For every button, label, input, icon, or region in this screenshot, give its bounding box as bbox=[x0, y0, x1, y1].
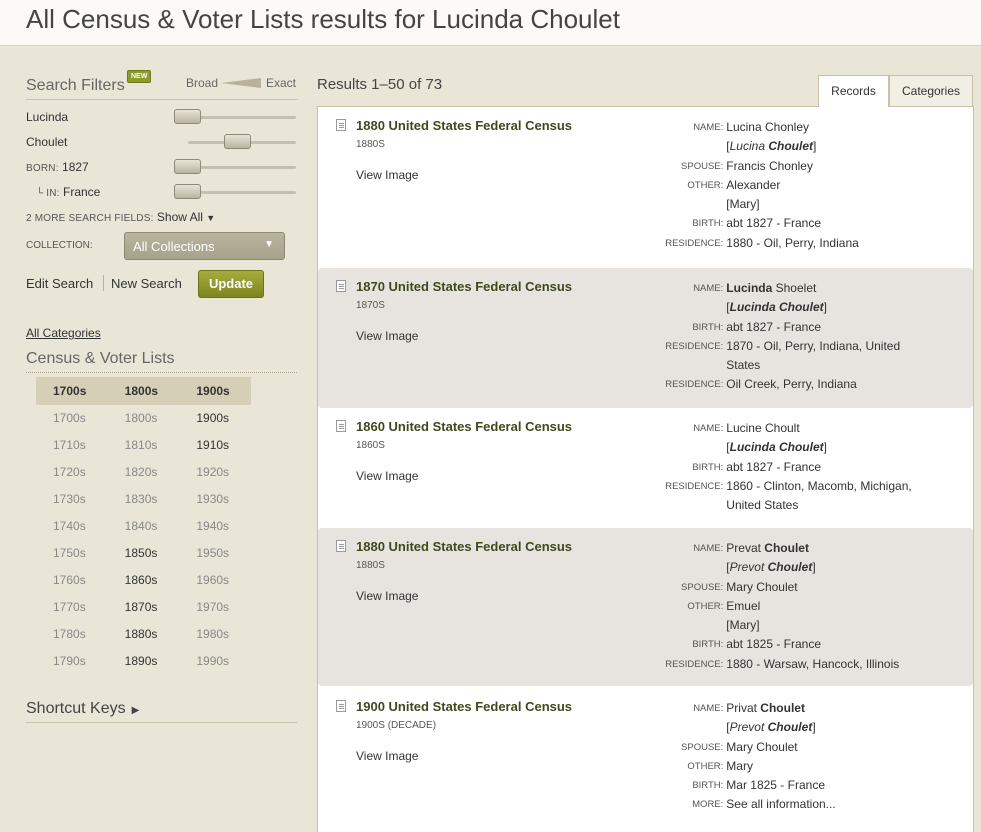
collection-value: All Collections bbox=[133, 239, 215, 254]
field-value-part: Choulet bbox=[768, 139, 813, 154]
decade-cell: 1740s bbox=[53, 519, 86, 533]
filter-prefix: └ IN: bbox=[36, 188, 60, 199]
filter-row bbox=[26, 156, 298, 181]
field-value bbox=[726, 699, 928, 718]
show-all-arrow-icon: ▼ bbox=[206, 213, 216, 223]
more-search-fields bbox=[26, 210, 215, 224]
field-row bbox=[618, 356, 928, 375]
field-value-part: States bbox=[726, 358, 761, 373]
decade-cell: 1730s bbox=[53, 492, 86, 506]
field-value bbox=[726, 757, 928, 776]
field-label: RESIDENCE: bbox=[665, 379, 724, 391]
field-row bbox=[618, 176, 928, 195]
record-title-link[interactable]: 1860 United States Federal Census bbox=[356, 419, 573, 434]
field-value-part: Lucinda bbox=[726, 281, 773, 295]
record-row bbox=[318, 268, 973, 408]
field-value bbox=[726, 234, 928, 253]
filter-row bbox=[26, 181, 298, 206]
field-label bbox=[618, 496, 726, 515]
slider-knob[interactable] bbox=[224, 134, 251, 149]
field-label bbox=[618, 558, 726, 577]
document-icon bbox=[336, 420, 346, 432]
field-label: SPOUSE: bbox=[681, 581, 724, 593]
view-image-link[interactable]: View Image bbox=[356, 749, 419, 763]
field-value-part: Lucinda Choulet bbox=[729, 300, 824, 315]
search-actions bbox=[26, 270, 298, 300]
view-image-link[interactable]: View Image bbox=[356, 168, 419, 182]
field-row bbox=[618, 795, 928, 814]
decade-cell: 1930s bbox=[196, 492, 230, 506]
tab-records[interactable]: Records bbox=[818, 75, 889, 107]
field-value-part: abt 1827 - France bbox=[726, 216, 822, 231]
dropdown-arrow-icon: ▼ bbox=[264, 239, 274, 250]
decade-row bbox=[36, 621, 251, 648]
field-label: BIRTH: bbox=[692, 780, 724, 792]
field-label: RESIDENCE: bbox=[665, 340, 724, 352]
decade-cell[interactable]: 1850s bbox=[124, 546, 158, 560]
field-value-part: Mary bbox=[726, 758, 753, 773]
field-label: OTHER: bbox=[687, 600, 724, 612]
field-row bbox=[618, 496, 928, 515]
field-value-part: Mar 1825 - France bbox=[726, 778, 825, 793]
decade-row bbox=[36, 540, 251, 567]
field-value bbox=[726, 356, 928, 375]
field-label: BIRTH: bbox=[692, 321, 724, 333]
field-row bbox=[618, 137, 928, 156]
field-value bbox=[726, 118, 928, 137]
decade-cell: 1950s bbox=[196, 546, 230, 560]
decade-cell: 1960s bbox=[196, 573, 230, 587]
decade-cell: 1710s bbox=[53, 438, 86, 452]
slider-knob[interactable] bbox=[174, 184, 201, 199]
decade-grid bbox=[36, 377, 251, 675]
field-label bbox=[618, 438, 726, 457]
decade-cell[interactable]: 1860s bbox=[124, 573, 158, 587]
field-value-part: Choulet bbox=[767, 720, 813, 735]
field-row bbox=[618, 578, 928, 597]
decade-row bbox=[36, 486, 251, 513]
field-value bbox=[726, 616, 928, 635]
collection-label: COLLECTION: bbox=[26, 240, 93, 251]
field-row bbox=[618, 635, 928, 654]
field-row bbox=[618, 757, 928, 776]
sidebar bbox=[26, 60, 298, 717]
century-tab[interactable]: 1700s bbox=[53, 384, 87, 398]
field-value-part: ] bbox=[812, 560, 816, 575]
field-value bbox=[726, 214, 928, 233]
field-row bbox=[618, 318, 928, 337]
field-label: BIRTH: bbox=[692, 639, 724, 651]
field-value bbox=[726, 137, 928, 156]
field-value-part: [ bbox=[726, 560, 730, 575]
field-value-part: [ bbox=[726, 720, 730, 735]
filter-label bbox=[26, 135, 67, 149]
filter-label bbox=[26, 160, 89, 174]
field-value-part: [Mary] bbox=[726, 197, 760, 212]
triangle-right-icon: ▶ bbox=[131, 705, 140, 716]
field-value-part: ] bbox=[813, 139, 817, 154]
field-row bbox=[618, 438, 928, 457]
search-filters-header bbox=[26, 60, 298, 100]
collection-select[interactable] bbox=[124, 232, 285, 260]
field-value-part: Oil Creek, Perry, Indiana bbox=[726, 377, 857, 392]
record-title-link[interactable]: 1900 United States Federal Census bbox=[356, 699, 573, 714]
field-value-part: [ bbox=[726, 440, 730, 455]
tab-categories[interactable]: Categories bbox=[889, 75, 973, 106]
divider bbox=[103, 275, 104, 291]
field-value bbox=[726, 337, 928, 356]
filter-row bbox=[26, 131, 298, 156]
field-row bbox=[618, 337, 928, 356]
field-value-part: Mary Choulet bbox=[726, 739, 798, 754]
view-image-link[interactable]: View Image bbox=[356, 469, 419, 483]
field-value-part: Alexander bbox=[726, 177, 781, 192]
field-row bbox=[618, 699, 928, 718]
document-icon bbox=[336, 119, 346, 131]
document-icon bbox=[336, 280, 346, 292]
document-icon bbox=[336, 540, 346, 552]
field-row bbox=[618, 539, 928, 558]
decade-cell: 1810s bbox=[124, 438, 158, 452]
field-value-part: See all information... bbox=[726, 797, 836, 812]
filter-list bbox=[26, 106, 298, 206]
field-label: RESIDENCE: bbox=[665, 480, 724, 492]
field-label bbox=[618, 718, 726, 737]
page-header bbox=[0, 0, 981, 46]
decade-cell: 1700s bbox=[53, 411, 86, 425]
field-value-part: ] bbox=[823, 440, 827, 455]
field-value-part: abt 1825 - France bbox=[726, 637, 822, 652]
decade-cell[interactable]: 1890s bbox=[124, 654, 158, 668]
field-value-part: Emuel bbox=[726, 598, 761, 613]
broad-exact-wedge-icon bbox=[221, 78, 261, 88]
record-title-link[interactable]: 1880 United States Federal Census bbox=[356, 539, 573, 554]
field-row bbox=[618, 157, 928, 176]
field-value bbox=[726, 597, 928, 616]
decade-cell: 1920s bbox=[196, 465, 230, 479]
field-row bbox=[618, 298, 928, 317]
census-voter-lists-heading: Census & Voter Lists bbox=[26, 350, 297, 373]
field-value bbox=[726, 738, 928, 757]
results-count: Results 1–50 of 73 bbox=[317, 76, 443, 93]
field-row bbox=[618, 738, 928, 757]
filter-label bbox=[26, 185, 100, 199]
field-value-part: Prevot bbox=[729, 720, 768, 735]
decade-row bbox=[36, 513, 251, 540]
field-row bbox=[618, 718, 928, 737]
field-value-part: [ bbox=[726, 300, 730, 315]
field-value-part: Lucinda Choulet bbox=[729, 440, 824, 455]
record-subtitle: 1870S bbox=[356, 300, 385, 311]
field-value-part: Choulet bbox=[767, 560, 813, 575]
field-value bbox=[726, 176, 928, 195]
more-fields-label: 2 MORE SEARCH FIELDS: bbox=[26, 213, 154, 224]
field-value-part: Shoelet bbox=[772, 281, 817, 295]
field-value bbox=[726, 776, 928, 795]
field-label bbox=[618, 356, 726, 375]
field-value-part: Choulet bbox=[760, 701, 805, 715]
slider-knob[interactable] bbox=[174, 109, 201, 124]
field-value bbox=[726, 578, 928, 597]
field-value-part: Privat bbox=[726, 701, 761, 715]
field-value[interactable] bbox=[726, 795, 928, 814]
record-fields bbox=[618, 539, 928, 674]
decade-rows bbox=[36, 405, 251, 675]
new-badge: NEW bbox=[127, 70, 151, 83]
field-value bbox=[726, 375, 928, 394]
field-value-part: 1880 - Warsaw, Hancock, Illinois bbox=[726, 656, 900, 671]
new-search-link[interactable]: New Search bbox=[111, 276, 182, 291]
filter-row bbox=[26, 106, 298, 131]
decade-cell: 1820s bbox=[124, 465, 158, 479]
decade-cell: 1750s bbox=[53, 546, 86, 560]
field-label: RESIDENCE: bbox=[665, 237, 724, 249]
field-label: RESIDENCE: bbox=[665, 658, 724, 670]
field-value-part: Lucina bbox=[729, 139, 769, 154]
field-value bbox=[726, 157, 928, 176]
filter-value: Choulet bbox=[26, 135, 68, 149]
field-row bbox=[618, 597, 928, 616]
edit-search-link[interactable]: Edit Search bbox=[26, 276, 94, 291]
decade-cell: 1970s bbox=[196, 600, 230, 614]
record-row bbox=[318, 528, 973, 686]
filter-label bbox=[26, 110, 68, 124]
decade-row bbox=[36, 567, 251, 594]
record-title-link[interactable]: 1870 United States Federal Census bbox=[356, 279, 573, 294]
field-value bbox=[726, 718, 928, 737]
field-label bbox=[618, 298, 726, 317]
decade-cell: 1790s bbox=[53, 654, 86, 668]
decade-cell: 1760s bbox=[53, 573, 86, 587]
field-value-part: abt 1827 - France bbox=[726, 319, 822, 334]
exact-label: Exact bbox=[266, 76, 297, 90]
field-row bbox=[618, 279, 928, 298]
field-label: NAME: bbox=[693, 543, 724, 554]
decade-cell[interactable]: 1870s bbox=[124, 600, 158, 614]
field-value-part: Mary Choulet bbox=[726, 579, 798, 594]
decade-cell: 1720s bbox=[53, 465, 86, 479]
field-label: MORE: bbox=[692, 799, 724, 811]
field-value-part: Prevot bbox=[729, 560, 768, 575]
decade-row bbox=[36, 594, 251, 621]
view-image-link[interactable]: View Image bbox=[356, 589, 419, 603]
field-value-part: abt 1827 - France bbox=[726, 459, 822, 474]
field-label bbox=[618, 137, 726, 156]
field-value-part: Lucina Chonley bbox=[726, 120, 810, 134]
slider-knob[interactable] bbox=[174, 159, 201, 174]
field-label: BIRTH: bbox=[692, 218, 724, 230]
field-value bbox=[726, 419, 928, 438]
field-value-part: ] bbox=[823, 300, 827, 315]
shortcut-keys-toggle[interactable] bbox=[26, 700, 297, 723]
record-title-link[interactable]: 1880 United States Federal Census bbox=[356, 118, 573, 133]
field-row bbox=[618, 234, 928, 253]
field-row bbox=[618, 118, 928, 137]
field-label: NAME: bbox=[693, 122, 724, 133]
record-fields bbox=[618, 699, 928, 815]
document-icon bbox=[336, 700, 346, 712]
decade-cell: 1830s bbox=[124, 492, 158, 506]
decade-cell[interactable]: 1880s bbox=[124, 627, 158, 641]
field-value bbox=[726, 496, 928, 515]
decade-cell[interactable]: 1900s bbox=[196, 411, 230, 425]
results-list bbox=[317, 106, 974, 832]
record-subtitle: 1900S (DECADE) bbox=[356, 720, 437, 731]
field-label: NAME: bbox=[693, 283, 724, 294]
field-value bbox=[726, 279, 928, 298]
field-label: NAME: bbox=[693, 423, 724, 434]
record-subtitle: 1880S bbox=[356, 139, 385, 150]
field-value bbox=[726, 655, 928, 674]
record-fields bbox=[618, 118, 928, 253]
decade-cell: 1770s bbox=[53, 600, 86, 614]
field-label: OTHER: bbox=[687, 179, 724, 191]
decade-cell: 1980s bbox=[196, 627, 230, 641]
page-title: All Census & Voter Lists results for Lucinda Choulet bbox=[26, 4, 620, 34]
field-value-part: Francis Chonley bbox=[726, 158, 813, 173]
century-header bbox=[36, 377, 251, 405]
decade-row bbox=[36, 459, 251, 486]
field-label: BIRTH: bbox=[692, 461, 724, 473]
field-value-part: Prevat bbox=[726, 541, 765, 555]
field-value bbox=[726, 477, 928, 496]
field-value bbox=[726, 318, 928, 337]
field-value bbox=[726, 635, 928, 654]
field-label bbox=[618, 195, 726, 214]
field-value-part: Choulet bbox=[764, 541, 809, 555]
field-value bbox=[726, 558, 928, 577]
field-value-part: 1860 - Clinton, Macomb, Michigan, bbox=[726, 478, 912, 493]
decade-cell[interactable]: 1910s bbox=[196, 438, 230, 452]
decade-cell: 1800s bbox=[124, 411, 158, 425]
field-row bbox=[618, 375, 928, 394]
show-all-link[interactable]: Show All bbox=[156, 210, 203, 224]
field-row bbox=[618, 616, 928, 635]
field-row bbox=[618, 655, 928, 674]
field-value-part: Lucine Choult bbox=[726, 421, 800, 435]
field-value-part: ] bbox=[812, 720, 816, 735]
field-value bbox=[726, 539, 928, 558]
field-value-part: 1870 - Oil, Perry, Indiana, United bbox=[726, 338, 901, 353]
record-fields bbox=[618, 279, 928, 395]
century-tab[interactable]: 1900s bbox=[196, 384, 230, 398]
filter-value: 1827 bbox=[62, 160, 89, 174]
field-value bbox=[726, 195, 928, 214]
record-fields bbox=[618, 419, 928, 515]
field-row bbox=[618, 214, 928, 233]
decade-cell: 1780s bbox=[53, 627, 86, 641]
collection-row bbox=[26, 232, 298, 260]
field-label: SPOUSE: bbox=[681, 160, 724, 172]
filter-value: Lucinda bbox=[26, 110, 69, 124]
broad-label: Broad bbox=[186, 76, 219, 90]
field-value-part: [Mary] bbox=[726, 618, 760, 633]
filter-value: France bbox=[63, 185, 101, 199]
field-row bbox=[618, 458, 928, 477]
filter-prefix: BORN: bbox=[26, 163, 59, 174]
field-row bbox=[618, 195, 928, 214]
field-row bbox=[618, 776, 928, 795]
record-row bbox=[318, 408, 973, 526]
field-value-part: [ bbox=[726, 139, 730, 154]
decade-row bbox=[36, 405, 251, 432]
record-row bbox=[318, 107, 973, 265]
field-label: SPOUSE: bbox=[681, 741, 724, 753]
update-button[interactable]: Update bbox=[198, 270, 264, 298]
decade-cell: 1840s bbox=[124, 519, 158, 533]
field-value-part: 1880 - Oil, Perry, Indiana bbox=[726, 235, 859, 250]
century-tab[interactable]: 1800s bbox=[124, 384, 159, 398]
field-label: NAME: bbox=[693, 703, 724, 714]
decade-row bbox=[36, 432, 251, 459]
search-filters-title: Search Filters bbox=[26, 77, 125, 94]
field-label: OTHER: bbox=[687, 760, 724, 772]
shortcut-keys-label: Shortcut Keys bbox=[26, 700, 126, 717]
decade-cell: 1940s bbox=[196, 519, 230, 533]
field-row bbox=[618, 419, 928, 438]
field-value bbox=[726, 298, 928, 317]
decade-row bbox=[36, 648, 251, 675]
record-subtitle: 1880S bbox=[356, 560, 385, 571]
field-row bbox=[618, 477, 928, 496]
field-label bbox=[618, 616, 726, 635]
field-value bbox=[726, 458, 928, 477]
field-value-part: United States bbox=[726, 498, 799, 513]
record-row bbox=[318, 688, 973, 832]
record-subtitle: 1860S bbox=[356, 440, 385, 451]
field-row bbox=[618, 558, 928, 577]
all-categories-link[interactable]: All Categories bbox=[26, 326, 101, 340]
view-image-link[interactable]: View Image bbox=[356, 329, 419, 343]
field-value bbox=[726, 438, 928, 457]
decade-cell: 1990s bbox=[196, 654, 230, 668]
